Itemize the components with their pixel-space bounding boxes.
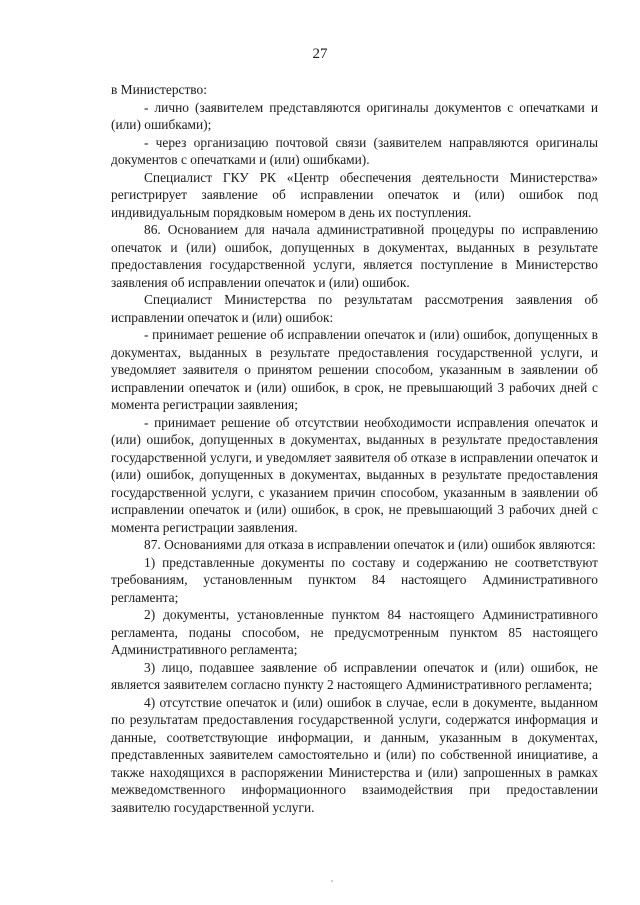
- list-item: - принимает решение об отсутствии необходимости исправления опечаток и (или) ошибок, допущенных в документах, выданных в результате предоставления государственной услуги, и уведомляет заявителя об отказе в исправлении опечаток и (или) ошибок, допущенных в документах, выданных в результате предоставления государственной услуги, с указанием причин способом, указанным в заявлении об исправлении опечаток и (или) ошибок, в срок, не превышающий 3 рабочих дней с момента регистрации заявления.: [111, 414, 598, 535]
- paragraph: в Министерство:: [111, 82, 207, 97]
- paragraph: Специалист Министерства по результатам рассмотрения заявления об исправлении опечаток и (или) ошибок:: [111, 292, 598, 325]
- document-body: [111, 81, 598, 816]
- paragraph: Специалист ГКУ РК «Центр обеспечения деятельности Министерства» регистрирует заявление об исправлении опечаток и (или) ошибок под индивидуальным порядковым номером в день их поступления.: [111, 169, 598, 220]
- list-item: 1) представленные документы по составу и содержанию не соответствуют требованиям, установленным пунктом 84 настоящего Административного регламента;: [111, 554, 598, 605]
- list-item: - через организацию почтовой связи (заявителем направляются оригиналы документов с опечатками и (или) ошибками).: [111, 134, 598, 167]
- scan-speck: [331, 880, 333, 882]
- list-item: 4) отсутствие опечаток и (или) ошибок в случае, если в документе, выданном по результатам предоставления государственной услуги, содержатся информация и данные, соответствующие информации, и данным, указанным в документах, представленных заявителем самостоятельно и (или) по собственной инициативе, а также находящихся в распоряжении Министерства и (или) запрошенных в рамках межведомственного информационного взаимодействия при предоставлении заявителю государственной услуги.: [111, 694, 598, 815]
- page-number: 27: [312, 46, 328, 62]
- list-item: - лично (заявителем представляются оригиналы документов с опечатками и (или) ошибками);: [111, 99, 598, 132]
- list-item: 3) лицо, подавшее заявление об исправлении опечаток и (или) ошибок, не является заявителем согласно пункту 2 настоящего Административного регламента;: [111, 659, 598, 692]
- list-item: 2) документы, установленные пунктом 84 настоящего Административного регламента, поданы способом, не предусмотренным пунктом 85 настоящего Административного регламента;: [111, 607, 598, 657]
- clause-86: 86. Основанием для начала административной процедуры по исправлению опечаток и (или) ошибок, допущенных в документах, выданных в результате предоставления государственной услуги, является поступление в Министерство заявления об исправлении опечаток и (или) ошибок.: [111, 222, 598, 290]
- clause-87: 87. Основаниями для отказа в исправлении опечаток и (или) ошибок являются:: [144, 537, 596, 552]
- list-item: - принимает решение об исправлении опечаток и (или) ошибок, допущенных в документах, выданных в результате предоставления государственной услуги, и уведомляет заявителя о принятом решении способом, указанным в заявлении об исправлении опечаток и (или) ошибок, в срок, не превышающий 3 рабочих дней с момента регистрации заявления;: [111, 327, 598, 412]
